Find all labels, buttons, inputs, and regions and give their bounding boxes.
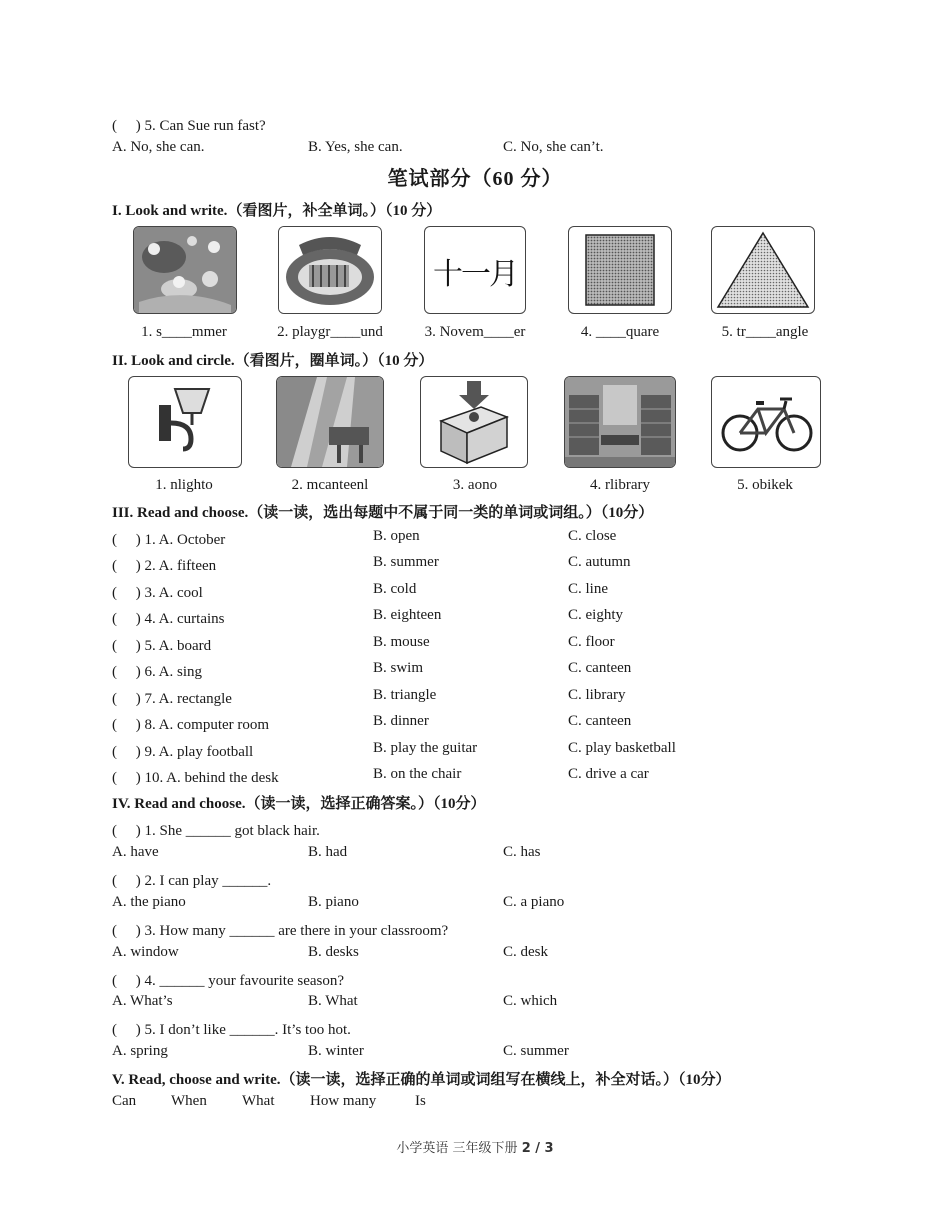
- circle-word-5: 5. obikek: [737, 477, 793, 493]
- blank-word-5: 5. tr____angle: [721, 324, 809, 340]
- blank-word-4: 4. ____quare: [580, 324, 660, 340]
- section-3-heading: III. Read and choose.（读一读，选出每题中不属于同一类的单词或词组。）（10分）: [112, 505, 654, 521]
- listening-q5: ( ) 5. Can Sue run fast?: [112, 118, 266, 134]
- blank-word-2: 2. playgr____und: [277, 324, 383, 340]
- footer-text: 小学英语 三年级下册: [396, 1141, 522, 1156]
- triangle-picture: [711, 226, 815, 314]
- calendar-picture: [424, 226, 526, 314]
- section-1-heading: I. Look and write.（看图片，补全单词。）（10 分）: [112, 203, 442, 219]
- canteen-picture: [276, 376, 384, 468]
- playground-picture: [278, 226, 382, 314]
- blank-word-1: 1. s____mmer: [141, 324, 227, 340]
- box-picture: [420, 376, 528, 468]
- page-footer: [0, 1137, 950, 1156]
- circle-word-2: 2. mcanteenl: [291, 477, 369, 493]
- written-part-title: 笔试部分（60 分）: [387, 168, 563, 190]
- blank-word-3: 3. Novem____er: [424, 324, 526, 340]
- circle-word-1: 1. nlighto: [155, 477, 213, 493]
- circle-word-4: 4. rlibrary: [590, 477, 650, 493]
- section-4-heading: IV. Read and choose.（读一读，选择正确答案。）（10分）: [112, 796, 486, 812]
- section-5-heading: V. Read, choose and write.（读一读，选择正确的单词或词组写在横线上，补全对话。）（10分）: [112, 1072, 731, 1088]
- bike-picture: [711, 376, 821, 468]
- section-2-heading: II. Look and circle.（看图片，圈单词。）（10 分）: [112, 353, 434, 369]
- word-bank-item: When: [171, 1093, 207, 1109]
- word-bank-item: How many: [310, 1093, 377, 1109]
- calendar-text: 十一月: [433, 257, 517, 292]
- square-picture: [568, 226, 672, 314]
- library-picture: [564, 376, 676, 468]
- summer-picture: [133, 226, 237, 314]
- page-number: 2 / 3: [521, 1141, 554, 1156]
- option-c: C. No, she can’t.: [503, 139, 604, 155]
- word-bank-item: Can: [112, 1093, 137, 1109]
- word-bank-item: Is: [415, 1093, 426, 1109]
- circle-word-3: 3. aono: [452, 477, 498, 493]
- light-picture: [128, 376, 242, 468]
- option-a: A. No, she can.: [112, 139, 205, 155]
- word-bank-item: What: [242, 1093, 275, 1109]
- option-b: B. Yes, she can.: [308, 139, 403, 155]
